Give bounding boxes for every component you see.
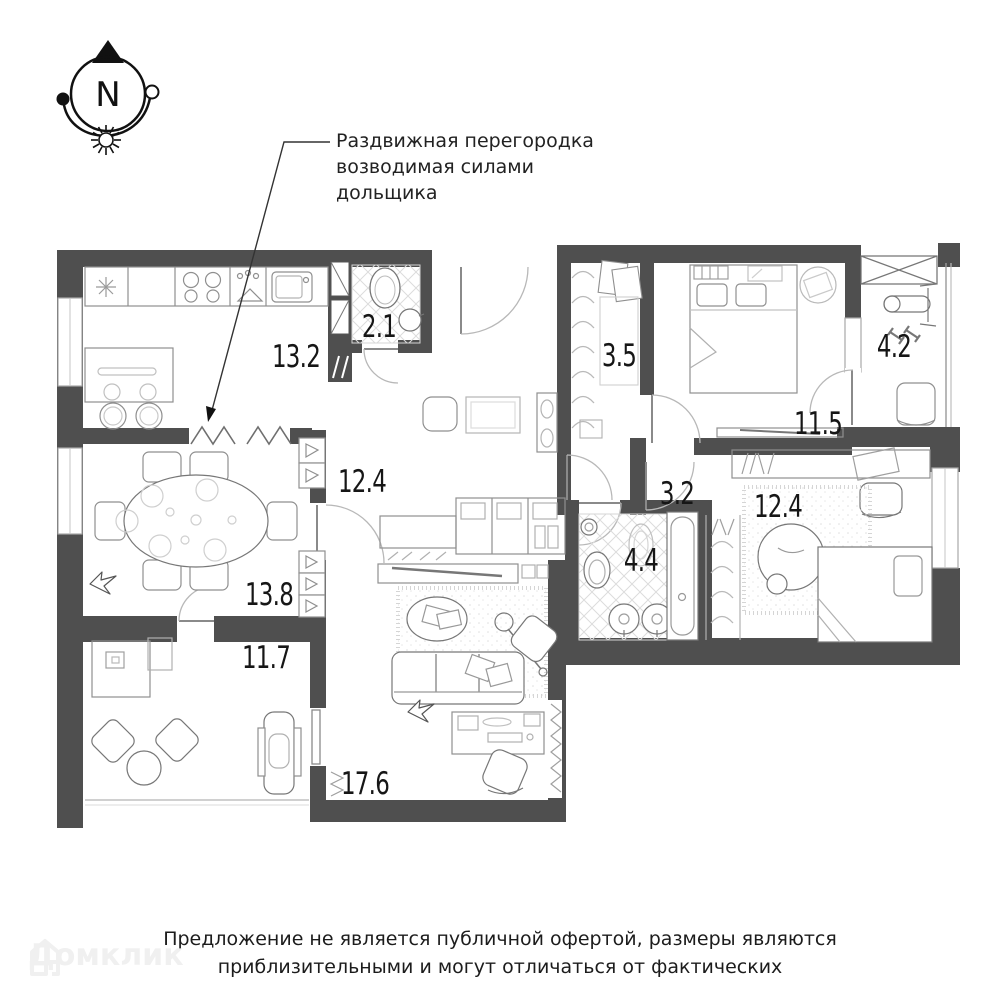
room-area-label-bedroom-1: 11.5 xyxy=(793,406,843,442)
disclaimer-line: приблизительными и могут отличаться от фактических xyxy=(217,955,783,978)
annotation-line: дольщика xyxy=(336,182,438,205)
room-area-label-hall: 11.7 xyxy=(241,640,291,676)
room-area-label-bathroom: 4.4 xyxy=(623,543,659,579)
compass-north-label: N xyxy=(95,75,121,115)
watermark xyxy=(28,938,184,973)
room-area-label-dining: 13.8 xyxy=(244,577,294,613)
watermark-label: Домклик xyxy=(28,938,184,973)
room-area-label-corridor: 3.2 xyxy=(659,476,695,512)
room-area-label-wardrobe: 3.5 xyxy=(601,338,637,374)
room-area-label-balcony: 4.2 xyxy=(876,329,912,365)
domclick-house-icon xyxy=(28,938,62,976)
annotation-line: Раздвижная перегородка xyxy=(336,130,594,152)
room-area-label-kitchen: 13.2 xyxy=(271,339,321,375)
room-area-label-bedroom-2: 12.4 xyxy=(753,489,803,525)
annotation-line: возводимая силами xyxy=(336,156,534,179)
room-area-label-wc: 2.1 xyxy=(361,309,397,345)
disclaimer-line: Предложение не является публичной офертой, размеры являются xyxy=(163,928,837,950)
room-area-label-hallway: 12.4 xyxy=(337,464,387,500)
partition-annotation xyxy=(336,128,594,207)
room-area-label-living: 17.6 xyxy=(340,766,390,802)
